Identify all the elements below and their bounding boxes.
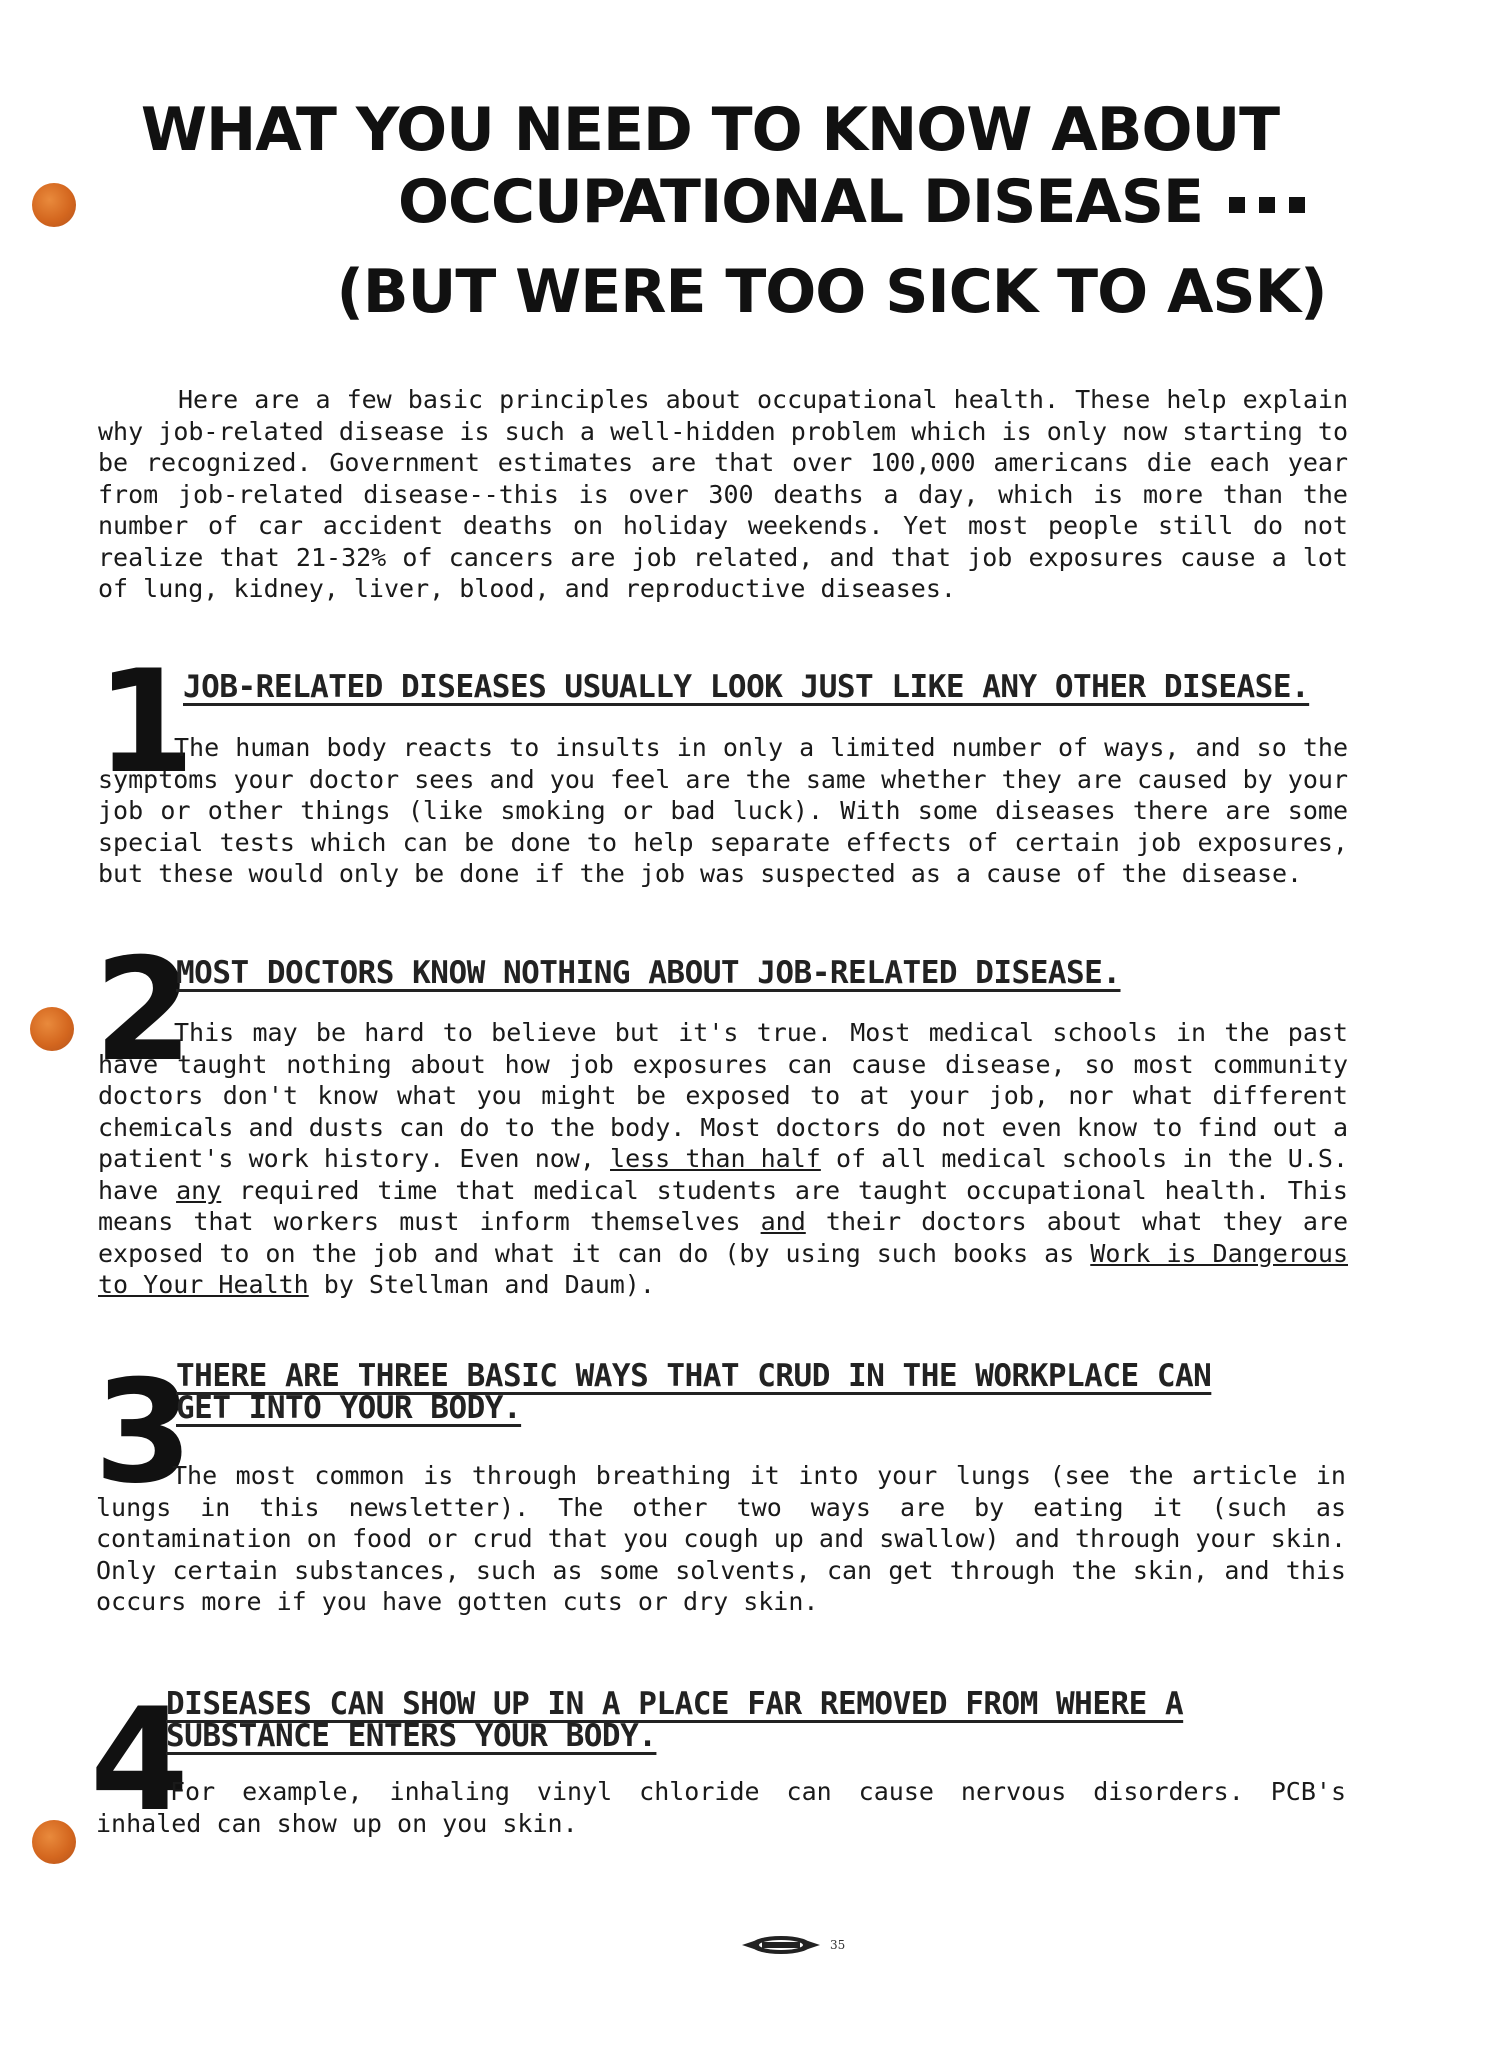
section-2-heading: MOST DOCTORS KNOW NOTHING ABOUT JOB-RELATED DISEASE.	[176, 955, 1121, 991]
section-1-number: 1	[96, 640, 195, 805]
section-3-number: 3	[94, 1350, 193, 1515]
section-2-body-text-c: required time that medical students are taught occupational health. This means that workers must inform themselves	[98, 1175, 1348, 1236]
page-title-line-2	[0, 167, 1503, 237]
section-2-underline-any: any	[176, 1175, 222, 1205]
section-3-heading: THERE ARE THREE BASIC WAYS THAT CRUD IN THE WORKPLACE CAN GET INTO YOUR BODY.	[176, 1358, 1212, 1426]
section-4-number: 4	[90, 1678, 189, 1843]
footer	[740, 1932, 845, 1958]
section-1-body: The human body reacts to insults in only a limited number of ways, and so the symptoms your doctor sees and you feel are the same whether they are caused by your job or other things (like smoking or bad luck). With some diseases there are some special tests which can be done to help separate effects of certain job exposures, but these would only be done if the job was suspected as a cause of the disease.	[98, 733, 1348, 888]
section-2-body	[98, 1017, 1348, 1301]
intro-paragraph: Here are a few basic principles about occupational health. These help explain why job-related disease is such a well-hidden problem which is only now starting to be recognized. Government estimates are that over 100,000 americans die each year from job-related disease--this is over 300 deaths a day, which is more than the number of car accident deaths on holiday weekends. Yet most people still do not realize that 21-32% of cancers are job related, and that job exposures cause a lot of lung, kidney, liver, blood, and reproductive diseases.	[98, 385, 1348, 603]
section-2-body-text-e: by Stellman and Daum).	[308, 1270, 655, 1299]
page-title-line-2-text: OCCUPATIONAL DISEASE	[397, 167, 1204, 237]
section-1-heading: JOB-RELATED DISEASES USUALLY LOOK JUST LIKE ANY OTHER DISEASE.	[183, 669, 1310, 705]
section-2-number: 2	[94, 928, 193, 1093]
ellipsis-squares	[1215, 172, 1305, 232]
punch-hole-bottom	[32, 1820, 76, 1864]
page-number: 35	[830, 1938, 846, 1952]
section-2-book-title: Work is Dangerous to Your Health	[98, 1238, 1348, 1299]
newsletter-logo-icon	[740, 1932, 822, 1958]
section-2-underline-and: and	[760, 1207, 806, 1236]
section-2-body-text-a: This may be hard to believe but it's true. Most medical schools in the past have taught nothing about how job exposures can cause disease, so most community doctors don't know what you might be exposed to at your job, nor what different chemicals and dusts can do to the body. Most doctors do not even know to find out a patient's work history. Even now,	[98, 1018, 1348, 1173]
section-4-heading: DISEASES CAN SHOW UP IN A PLACE FAR REMOVED FROM WHERE A SUBSTANCE ENTERS YOUR BODY.	[166, 1686, 1184, 1754]
punch-hole-middle	[30, 1007, 74, 1051]
page-title-line-3: (BUT WERE TOO SICK TO ASK)	[336, 257, 1327, 327]
section-2-body-text-d: their doctors about what they are exposed to on the job and what it can do (by using such books as	[98, 1207, 1348, 1268]
section-4-body: For example, inhaling vinyl chloride can cause nervous disorders. PCB's inhaled can show up on you skin.	[96, 1777, 1346, 1838]
section-3-body: The most common is through breathing it into your lungs (see the article in lungs in this newsletter). The other two ways are by eating it (such as contamination on food or crud that you cough up and swallow) and through your skin. Only certain substances, such as some solvents, can get through the skin, and this occurs more if you have gotten cuts or dry skin.	[96, 1461, 1346, 1616]
section-2-body-text-b: of all medical schools in the U.S. have	[98, 1144, 1349, 1205]
page-title-line-1: WHAT YOU NEED TO KNOW ABOUT	[140, 95, 1280, 165]
section-2-underline-less-than-half: less than half	[610, 1144, 821, 1173]
